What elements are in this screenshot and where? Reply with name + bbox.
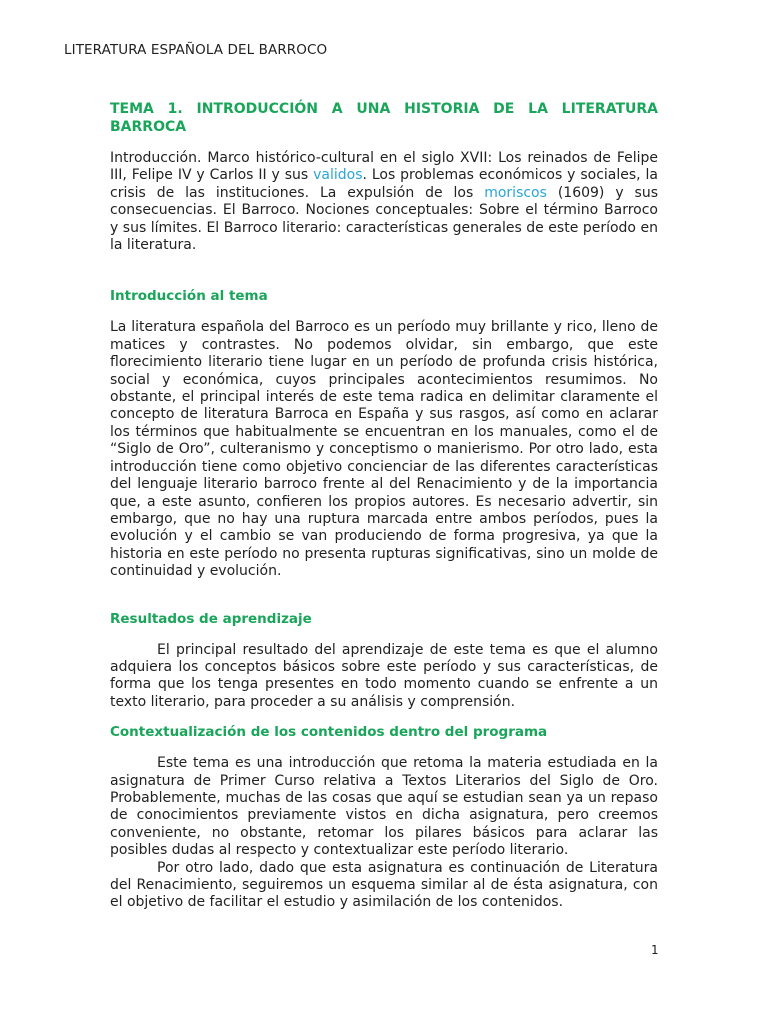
page-content — [110, 100, 658, 912]
section-text-contexto-2: Por otro lado, dado que esta asignatura es continuación de Literatura del Renacimiento, seguiremos un esquema similar al de ésta asignatura, con el objetivo de facilitar el estudio y asimilación de los contenidos. — [110, 859, 658, 911]
chapter-title: TEMA 1. INTRODUCCIÓN A UNA HISTORIA DE LA LITERATURA BARROCA — [110, 101, 658, 135]
section-heading-contexto: Contextualización de los contenidos dentro del programa — [110, 724, 548, 741]
page-number: 1 — [651, 943, 659, 957]
section-heading-introduccion: Introducción al tema — [110, 288, 268, 305]
validos-link[interactable]: validos — [313, 167, 363, 184]
section-text-introduccion: La literatura española del Barroco es un período muy brillante y rico, lleno de matices y contrastes. No podemos olvidar, sin embargo, que este florecimiento literario tiene lugar en un período de profunda crisis histórica, social y económica, cuyos principales acontecimientos resumimos. No obstante, el principal interés de este tema radica en delimitar claramente el concepto de literatura Barroca en España y sus rasgos, así como en aclarar los términos que habitualmente se encuentran en los manuales, como el de “Siglo de Oro”, culteranismo y conceptismo o manierismo. Por otro lado, esta introducción tiene como objetivo concienciar de las diferentes características del lenguaje literario barroco frente al del Renacimiento y de la importancia que, a este asunto, confieren los propios autores. Es necesario advertir, sin embargo, que no hay una ruptura marcada entre ambos períodos, pues la evolución y el cambio se van produciendo de forma progresiva, ya que la historia en este período no presenta rupturas significativas, sino un molde de continuidad y evolución. — [110, 319, 658, 580]
intro-summary — [110, 150, 658, 254]
intro-text-2: . Los problemas económicos y sociales, la crisis de las instituciones. La expulsión de los — [110, 167, 658, 201]
intro-text-3: (1609) y sus consecuencias. El Barroco. Nociones conceptuales: Sobre el término Barroco y sus límites. El Barroco literario: características generales de este período en la literatura. — [110, 184, 658, 254]
moriscos-link[interactable]: moriscos — [484, 184, 547, 201]
running-header: LITERATURA ESPAÑOLA DEL BARROCO — [64, 42, 328, 58]
section-heading-resultados: Resultados de aprendizaje — [110, 610, 312, 627]
section-text-contexto-1: Este tema es una introducción que retoma la materia estudiada en la asignatura de Primer Curso relativa a Textos Literarios del Siglo de Oro. Probablemente, muchas de las cosas que aquí se estudian sean ya un repaso de conocimientos previamente vistos en dicha asignatura, pero creemos conveniente, no obstante, retomar los pilares básicos para aclarar las posibles dudas al respecto y contextualizar este período literario. — [110, 755, 658, 859]
section-text-resultados: El principal resultado del aprendizaje de este tema es que el alumno adquiera los conceptos básicos sobre este período y sus características, de forma que los tenga presentes en todo momento cuando se enfrente a un texto literario, para proceder a su análisis y comprensión. — [110, 641, 658, 710]
intro-text-1: Introducción. Marco histórico-cultural en el siglo XVII: Los reinados de Felipe III, Felipe IV y Carlos II y sus — [110, 150, 658, 184]
